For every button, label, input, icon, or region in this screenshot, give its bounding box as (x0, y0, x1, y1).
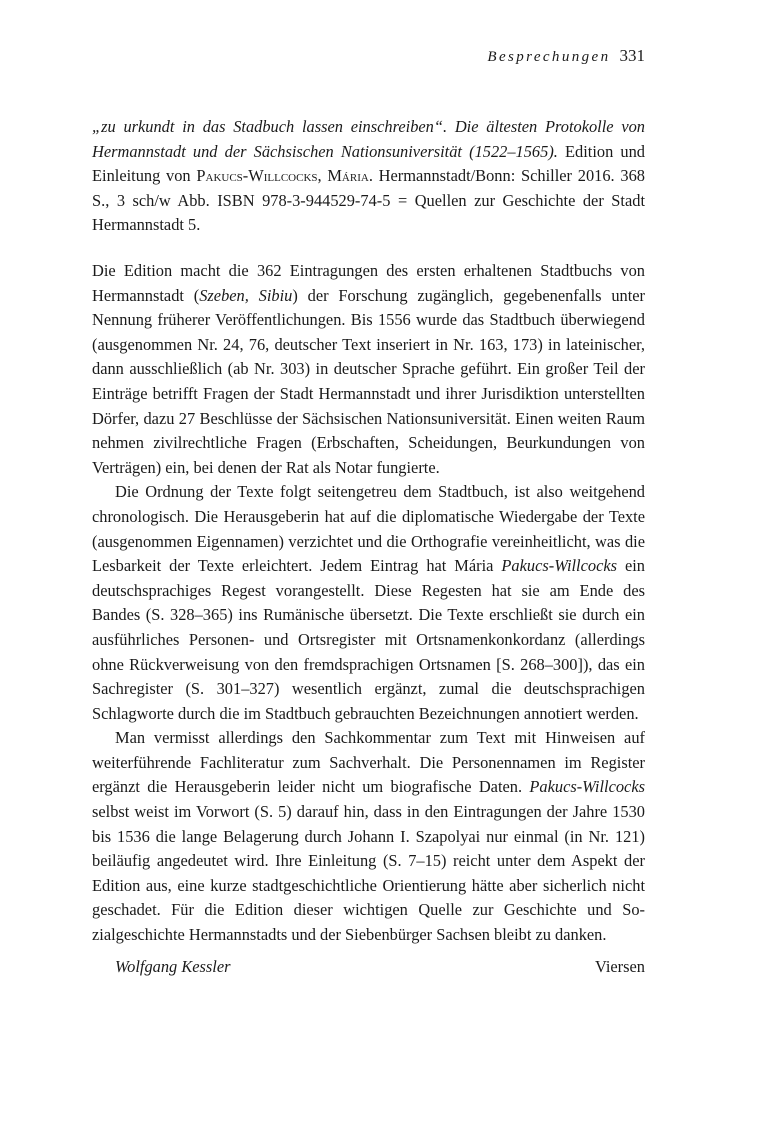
p3-text-a: Man vermisst allerdings den Sachkommentar zum Text mit Hinweisen auf weiterführende Fachliteratur zum Sachverhalt. Die Personennamen im Register ergänzt die Herausgeberin leider nicht um biografische Daten. (92, 728, 645, 797)
running-header (92, 44, 645, 69)
review-citation (92, 115, 645, 238)
edition-prefix: Edition und Einleitung von (92, 141, 645, 186)
p3-italic: Pakucs-Willcocks (529, 777, 645, 797)
section-title: Besprechungen (487, 49, 611, 65)
review-body (92, 259, 645, 948)
p1-text-b: ) der Forschung zugänglich, gegebenenfalls unter Nennung früherer Veröffentlichungen. Bis 1556 wurde das Stadtbuch überwiegend (ausgenommen Nr. 24, 76, deutscher Text inseriert in Nr. 163, 173) in lateinischer, dann ausschließlich (ab Nr. 303) in deutscher Sprache geführt. Ein großer Teil der Einträge betrifft Fragen der Stadt Hermannstadt und ihrer Jurisdiktion unterstellten Dörfer, dazu 27 Beschlüsse der Sächsischen Nationsuniversität. Einen weiten Raum nehmen zivilrechtliche Fragen (Erbschaften, Scheidungen, Beurkundungen von Verträgen) ein, bei denen der Rat als Notar fungierte. (92, 285, 645, 477)
p2-text-a: Die Ordnung der Texte folgt seitengetreu dem Stadtbuch, ist also weitgehend chronologisch. Die Herausgeberin hat auf die diplomatische Wiedergabe der Texte (ausgenommen Eigennamen) verzichtet und die Orthografie vereinheitlicht, was die Lesbarkeit der Texte erleichtert. Jedem Eintrag hat Mária (92, 482, 645, 576)
author-place: Viersen (595, 957, 645, 976)
paragraph-1 (92, 259, 645, 480)
paragraph-2 (92, 480, 645, 726)
p3-text-b: selbst weist im Vorwort (S. 5) darauf hin, dass in den Eintragungen der Jahre 1530 bis 1536 die lange Belagerung durch Johann I. Szapolyai nur einmal (in Nr. 121) beiläufig angedeutet wird. Ihre Einleitung (S. 7–15) reicht unter dem Aspekt der Edition aus, eine kurze stadtgeschichtliche Orientierung hätte aber sicherlich nicht geschadet. Für die Edition dieser wichtigen Quelle zur Geschichte und Sozialgeschichte Hermannstadts und der Siebenbürger Sachsen bleibt zu danken. (92, 802, 645, 945)
citation-paragraph (92, 115, 645, 238)
p2-italic: Pakucs-Willcocks (501, 556, 618, 576)
p2-text-b: ein deutschsprachiges Regest vorangestellt. Diese Regesten hat sie am Ende des Bandes (S. 328–365) ins Rumänische übersetzt. Die Texte erschließt sie durch ein ausführliches Personen- und Ortsregister mit Ortsnamenkonkordanz (allerdings ohne Rückverweisung von den fremdsprachigen Ortsnamen [S. 268–300]), das ein Sachregister (S. 301–327) wesentlich ergänzt, zumal die deutschsprachigen Schlagworte durch die im Stadtbuch gebrauchten Bezeichnungen annotiert werden. (92, 556, 645, 723)
page-number: 331 (619, 46, 645, 65)
publication-details: . Hermannstadt/Bonn: Schiller 2016. 368 S., 3 sch/w Abb. ISBN 978-3-944529-74-5 = Quellen zur Geschichte der Stadt Hermannstadt 5. (92, 166, 645, 235)
book-title: „zu urkundt in das Stadbuch lassen einschreiben“. Die ältesten Protokolle von Hermannstadt und der Sächsischen Nationsuniversität (1522–1565). (92, 117, 645, 161)
author-name: Wolfgang Kessler (115, 957, 231, 976)
p1-italic: Szeben, Sibiu (199, 285, 293, 305)
p1-text-a: Die Edition macht die 362 Eintragungen des ersten erhaltenen Stadtbuchs von Hermannstadt ( (92, 261, 645, 305)
editor-name: Pakucs-Willcocks, Mária (196, 166, 369, 186)
paragraph-3 (92, 726, 645, 947)
